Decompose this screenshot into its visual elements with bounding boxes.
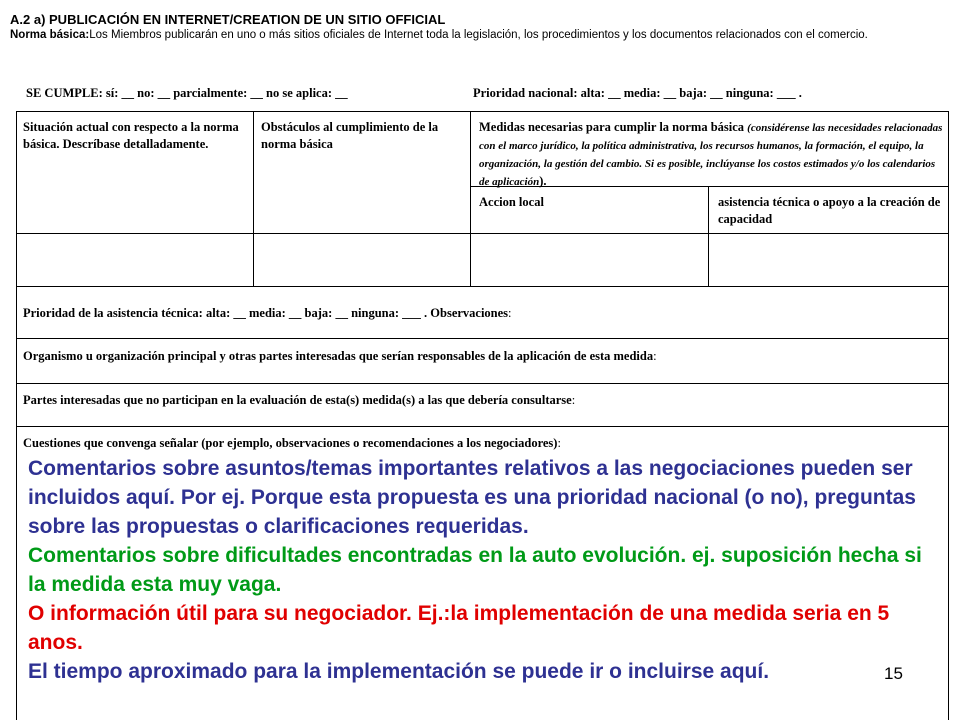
current-situation-header: Situación actual con respecto a la norma básica. Descríbase detalladamente.: [23, 120, 239, 151]
issues-colon: :: [557, 436, 561, 450]
negotiation-notes: [28, 454, 943, 686]
measures-header: [479, 119, 945, 191]
obstacles-header: Obstáculos al cumplimiento de la norma básica: [261, 120, 439, 151]
technical-assistance-header: asistencia técnica o apoyo a la creación de capacidad: [718, 195, 941, 226]
agency-row-bottom-line: [16, 383, 949, 384]
measures-header-bold: Medidas necesarias para cumplir la norma básica: [479, 120, 745, 134]
page-header: [10, 12, 948, 43]
stakeholders-colon: :: [571, 393, 576, 407]
lead-agency-colon: :: [653, 349, 657, 363]
local-action-header: Accion local: [479, 195, 544, 209]
col-divider-1: [253, 111, 254, 286]
table-border-right: [948, 111, 949, 720]
standard-label: Norma básica:: [10, 29, 90, 41]
note-implementation-time: El tiempo aproximado para la implementación se puede ir o incluirse aquí.: [28, 660, 770, 683]
assistance-priority-colon: :: [508, 306, 512, 320]
note-difficulties: Comentarios sobre dificultades encontradas en la auto evolución. ej. suposición hecha si la medida esta muy vaga.: [28, 544, 922, 596]
col-divider-2: [470, 111, 471, 286]
measures-header-italic: (considérense las necesidades relacionadas con el marco jurídico, la política administrativa, los recursos humanos, la formación, el equipo, la organización, la gestión del cambio. Si es posible, inclúyanse los costos estimados y/o los calendarios de aplicación: [479, 122, 943, 188]
stakeholders-text: Partes interesadas que no participan en la evaluación de esta(s) medida(s) a las que debería consultarse: [23, 393, 572, 407]
standard-description: [10, 28, 948, 43]
section-title: A.2 a) PUBLICACIÓN EN INTERNET/CREATION DE UN SITIO OFFICIAL: [10, 12, 446, 27]
lead-agency-row: [23, 348, 943, 365]
lead-agency-text: Organismo u organización principal y otras partes interesadas que serían responsables de la aplicación de esta medida: [23, 349, 654, 363]
assistance-priority-row: [23, 305, 943, 322]
issues-text: Cuestiones que convenga señalar (por ejemplo, observaciones o recomendaciones a los negociadores): [23, 436, 558, 450]
note-important-topics: Comentarios sobre asuntos/temas importantes relativos a las negociaciones pueden ser incluidos aquí. Por ej. Porque esta propuesta es una prioridad nacional (o no), preguntas sobre las propuestas o clarificaciones requeridas.: [28, 457, 916, 538]
national-priority: Prioridad nacional: alta: __ media: __ baja: __ ninguna: ___ .: [473, 86, 802, 100]
table-border-top: [16, 111, 949, 112]
stakeholders-row: [23, 392, 943, 409]
empty-row-bottom-line: [16, 286, 949, 287]
priority-row-bottom-line: [16, 338, 949, 339]
col-divider-3: [708, 186, 709, 286]
measures-header-end: ).: [539, 174, 547, 188]
standard-text: Los Miembros publicarán en uno o más sitios oficiales de Internet toda la legislación, los procedimientos y los documentos relacionados con el comercio.: [89, 29, 868, 41]
table-border-left: [16, 111, 17, 720]
compliance-status: SE CUMPLE: sí: __ no: __ parcialmente: __ no se aplica: __: [26, 86, 348, 100]
status-line: [26, 86, 946, 101]
header-bottom-line: [16, 233, 949, 234]
assessment-table: [16, 111, 949, 720]
note-useful-info: O información útil para su negociador. Ej.:la implementación de una medida seria en 5 anos.: [28, 602, 890, 654]
parties-row-bottom-line: [16, 426, 949, 427]
issues-row: [23, 435, 943, 452]
page-number: 15: [884, 664, 903, 683]
assistance-priority-text: Prioridad de la asistencia técnica: alta: __ media: __ baja: __ ninguna: ___ . Observaciones: [23, 306, 509, 320]
